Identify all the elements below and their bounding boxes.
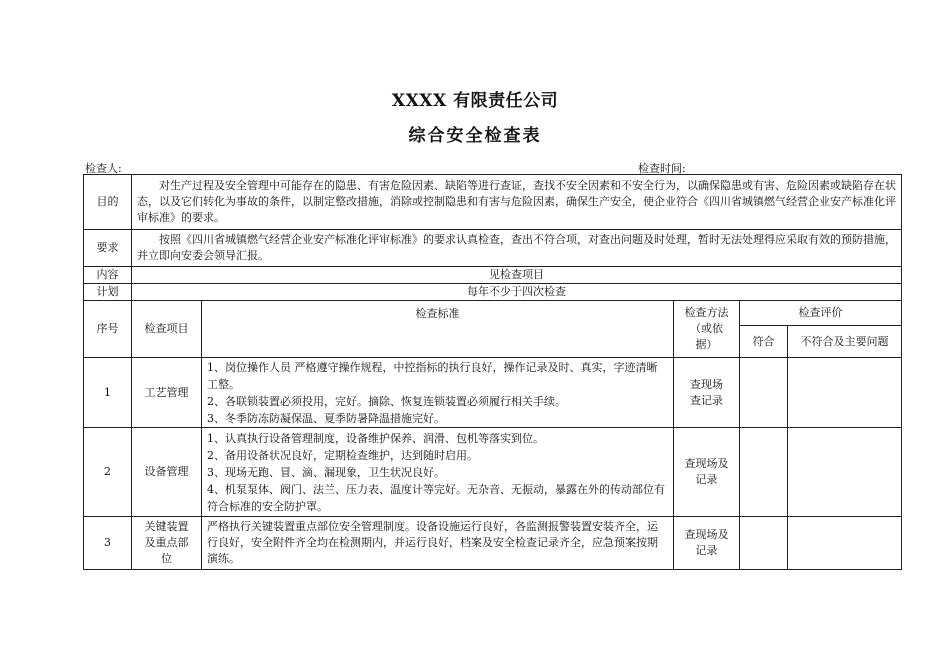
requirement-text: 按照《四川省城镇燃气经营企业安产标准化评审标准》的要求认真检查，查出不符合项，对查出问题及时处理，暂时无法处理得应采取有效的预防措施，并立即向安委会领导汇报。 [132,230,902,267]
item-line: 关键装置 [144,520,189,533]
row-pass-cell[interactable] [740,517,788,570]
col-method-header [674,301,740,358]
standard-line: 2、备用设备状况良好，定期检查维护，达到随时启用。 [207,448,478,462]
table-row [84,358,902,428]
col-eval-header: 检查评价 [740,301,902,326]
purpose-label: 目的 [84,175,132,230]
standard-line: 3、现场无跑、冒、滴、漏现象，卫生状况良好。 [207,465,445,479]
content-row [84,267,902,284]
row-seq: 2 [84,428,132,517]
standard-line: 3、冬季防冻防凝保温、夏季防暑降温措施完好。 [207,411,445,425]
method-header-line: 检查方法 [684,306,729,319]
row-standard: 严格执行关键装置重点部位安全管理制度。设备设施运行良好，各监测报警装置安装齐全，运行良好，安全附件齐全均在检测期内，并运行良好，档案及安全检查记录齐全，应急预案按期演练。 [202,517,674,570]
standard-line: 4、机泵泵体、阀门、法兰、压力表、温度计等完好。无杂音、无振动，暴露在外的传动部位有符合标准的安全防护罩。 [207,482,665,513]
item-line: 位 [161,552,172,565]
row-pass-cell[interactable] [740,428,788,517]
standard-line: 1、岗位操作人员 严格遵守操作规程，中控指标的执行良好，操作记录及时、真实，字迹清晰工整。 [207,360,658,391]
row-seq: 3 [84,517,132,570]
inspection-table [83,174,902,570]
item-line: 及重点部 [144,536,189,549]
standard-line: 1、认真执行设备管理制度，设备维护保养、润滑、包机等落实到位。 [207,431,544,445]
column-header-row [84,301,902,326]
row-pass-cell[interactable] [740,358,788,428]
requirement-label: 要求 [84,230,132,267]
row-seq: 1 [84,358,132,428]
row-item: 工艺管理 [132,358,202,428]
row-standard [202,358,674,428]
purpose-text: 对生产过程及安全管理中可能存在的隐患、有害危险因素、缺陷等进行查证，查找不安全因素和不安全行为，以确保隐患或有害、危险因素或缺陷存在状态，以及它们转化为事故的条件，以制定整改措施，消除或控制隐患和有害与危险因素，确保生产安全，使企业符合《四川省城镇燃气经营企业安产标准化评审标准》的要求。 [132,175,902,230]
plan-label: 计划 [84,284,132,301]
row-item [132,517,202,570]
col-fail-header: 不符合及主要问题 [788,326,902,358]
col-item-header: 检查项目 [132,301,202,358]
table-row [84,517,902,570]
purpose-row [84,175,902,230]
requirement-row [84,230,902,267]
method-header-line: （或依 [690,322,723,335]
row-method [674,428,740,517]
plan-value: 每年不少于四次检查 [132,284,902,301]
row-method [674,517,740,570]
company-name: XXXX 有限责任公司 [391,91,559,111]
content-value: 见检查项目 [132,267,902,284]
plan-row [84,284,902,301]
inspector-label: 检查人: [85,162,122,175]
row-fail-cell[interactable] [788,428,902,517]
method-line: 查现场及 [684,528,729,541]
method-line: 记录 [695,544,718,557]
form-title: 综合安全检查表 [408,126,542,146]
method-line: 查现场 [690,377,723,391]
row-fail-cell[interactable] [788,358,902,428]
table-row [84,428,902,517]
method-line: 查记录 [690,393,723,407]
content-label: 内容 [84,267,132,284]
row-fail-cell[interactable] [788,517,902,570]
method-header-line: 据） [695,338,718,351]
row-standard [202,428,674,517]
col-seq-header: 序号 [84,301,132,358]
inspection-time-label: 检查时间: [638,162,686,175]
col-pass-header: 符合 [740,326,788,358]
row-method [674,358,740,428]
method-line: 记录 [695,473,718,486]
col-standard-header: 检查标准 [202,301,674,358]
row-item: 设备管理 [132,428,202,517]
method-line: 查现场及 [684,457,729,470]
standard-line: 2、各联锁装置必须投用，完好。摘除、恢复连锁装置必须履行相关手续。 [207,394,566,408]
